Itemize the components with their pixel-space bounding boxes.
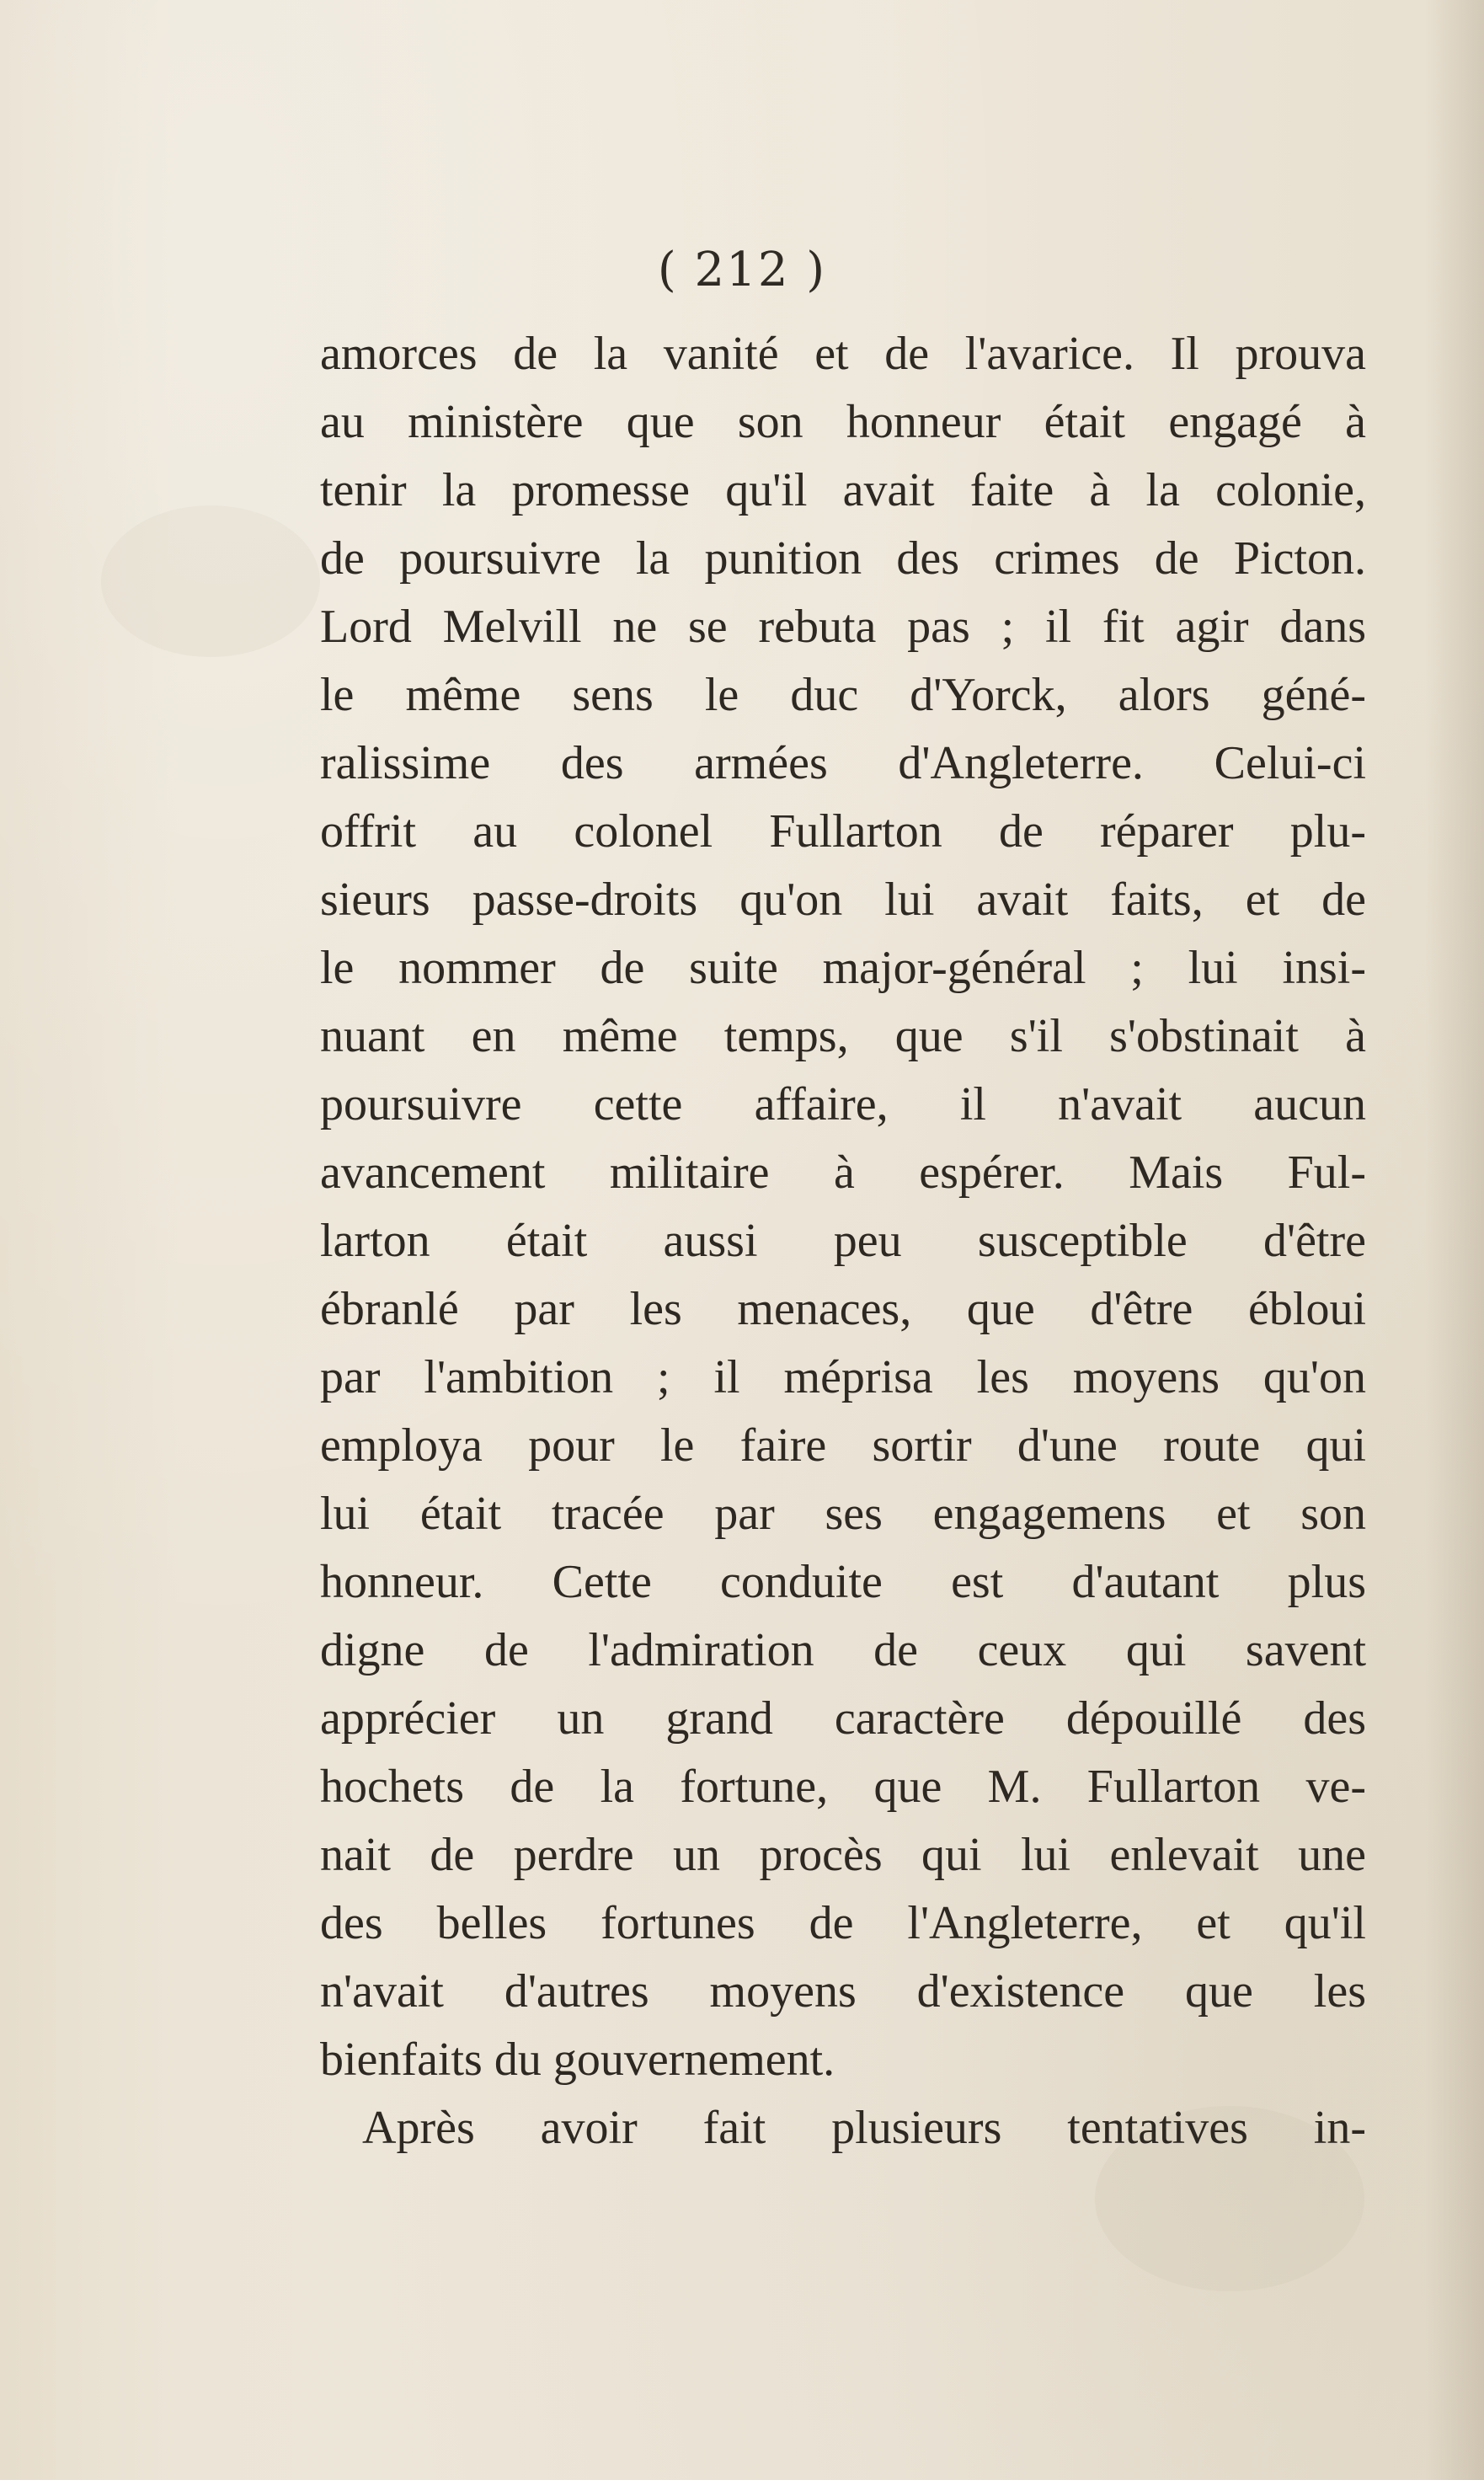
text-line: honneur. Cette conduite est d'autant plus [320, 1556, 1366, 1608]
body-text [320, 320, 1366, 2162]
page-number-header: ( 212 ) [657, 243, 827, 297]
text-line: nait de perdre un procès qui lui enlevait une [320, 1829, 1366, 1881]
page-gutter-shadow [1425, 0, 1484, 2480]
text-line: avancement militaire à espérer. Mais Ful- [320, 1146, 1366, 1199]
paper-stain [101, 505, 320, 657]
text-line: Lord Melvill ne se rebuta pas ; il fit agir dans [320, 601, 1366, 653]
text-line: amorces de la vanité et de l'avarice. Il prouva [320, 328, 1366, 380]
paragraph-end-line: bienfaits du gouvernement. [320, 2034, 835, 2086]
text-line: nuant en même temps, que s'il s'obstinait à [320, 1010, 1366, 1062]
text-line: lui était tracée par ses engagemens et son [320, 1488, 1366, 1540]
text-line: larton était aussi peu susceptible d'être [320, 1215, 1366, 1267]
text-line: par l'ambition ; il méprisa les moyens qu'on [320, 1351, 1366, 1403]
text-line: offrit au colonel Fullarton de réparer plu- [320, 805, 1366, 858]
text-line: ébranlé par les menaces, que d'être ébloui [320, 1283, 1366, 1335]
text-line: poursuivre cette affaire, il n'avait aucun [320, 1078, 1366, 1130]
text-line: hochets de la fortune, que M. Fullarton ve- [320, 1761, 1366, 1813]
text-line: le nommer de suite major-général ; lui insi- [320, 942, 1366, 994]
text-line: de poursuivre la punition des crimes de Picton. [320, 532, 1366, 585]
text-line: au ministère que son honneur était engagé à [320, 396, 1366, 448]
text-line: digne de l'admiration de ceux qui savent [320, 1624, 1366, 1676]
text-line: sieurs passe-droits qu'on lui avait faits, et de [320, 874, 1366, 926]
text-line: employa pour le faire sortir d'une route qui [320, 1419, 1366, 1472]
paragraph-start-line: Après avoir fait plusieurs tentatives in- [362, 2102, 1366, 2154]
text-line: des belles fortunes de l'Angleterre, et qu'il [320, 1897, 1366, 1949]
text-line: ralissime des armées d'Angleterre. Celui-ci [320, 737, 1366, 789]
text-line: apprécier un grand caractère dépouillé des [320, 1692, 1366, 1745]
text-line: n'avait d'autres moyens d'existence que les [320, 1965, 1366, 2018]
text-line: le même sens le duc d'Yorck, alors géné- [320, 669, 1366, 721]
text-line: tenir la promesse qu'il avait faite à la colonie, [320, 464, 1366, 516]
